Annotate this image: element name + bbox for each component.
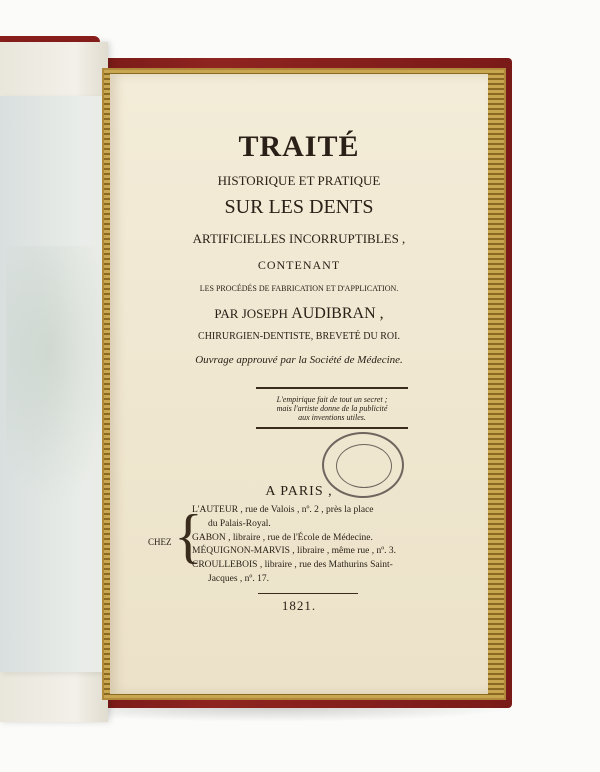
subtitle-line-3: ARTIFICIELLES INCORRUPTIBLES , bbox=[192, 231, 406, 246]
book-title: TRAITÉ bbox=[238, 130, 360, 163]
publication-year: 1821. bbox=[281, 598, 317, 613]
chez-label: CHEZ bbox=[148, 537, 172, 547]
author-line bbox=[110, 305, 488, 323]
author-role: CHIRURGIEN-DENTISTE, BREVETÉ DU ROI. bbox=[198, 331, 400, 342]
seller-line: GABON , libraire , rue de l'École de Médecine. bbox=[192, 532, 373, 543]
author-prefix: PAR JOSEPH bbox=[214, 306, 288, 321]
author-name: AUDIBRAN , bbox=[291, 305, 384, 322]
epigraph-box bbox=[256, 387, 408, 429]
brace-glyph: { bbox=[174, 503, 203, 569]
subtitle-line-2: SUR LES DENTS bbox=[224, 196, 374, 218]
approval-line: Ouvrage approuvé par la Société de Médecine. bbox=[195, 354, 403, 366]
seller-line: L'AUTEUR , rue de Valois , nº. 2 , près la place bbox=[192, 505, 374, 515]
epigraph-line: L'empirique fait de tout un secret ; bbox=[276, 395, 388, 404]
epigraph-line: aux inventions utiles. bbox=[298, 413, 366, 422]
contenant-line: CONTENANT bbox=[257, 258, 341, 272]
place-line: A PARIS , bbox=[265, 484, 333, 499]
subtitle-line-1: HISTORIQUE ET PRATIQUE bbox=[217, 173, 381, 188]
seller-line: Jacques , nº. 17. bbox=[208, 573, 269, 584]
seller-line: du Palais-Royal. bbox=[208, 518, 271, 529]
seller-line: MÉQUIGNON-MARVIS , libraire , même rue , nº. 3. bbox=[192, 546, 397, 557]
sellers-list bbox=[192, 504, 442, 587]
epigraph-line: mais l'artiste donne de la publicité bbox=[276, 404, 388, 413]
procedes-line: LES PROCÉDÉS DE FABRICATION ET D'APPLICATION. bbox=[199, 284, 399, 293]
title-page bbox=[110, 74, 488, 694]
year-rule bbox=[258, 593, 358, 594]
seller-line: CROULLEBOIS , libraire , rue des Mathurins Saint- bbox=[192, 560, 393, 571]
